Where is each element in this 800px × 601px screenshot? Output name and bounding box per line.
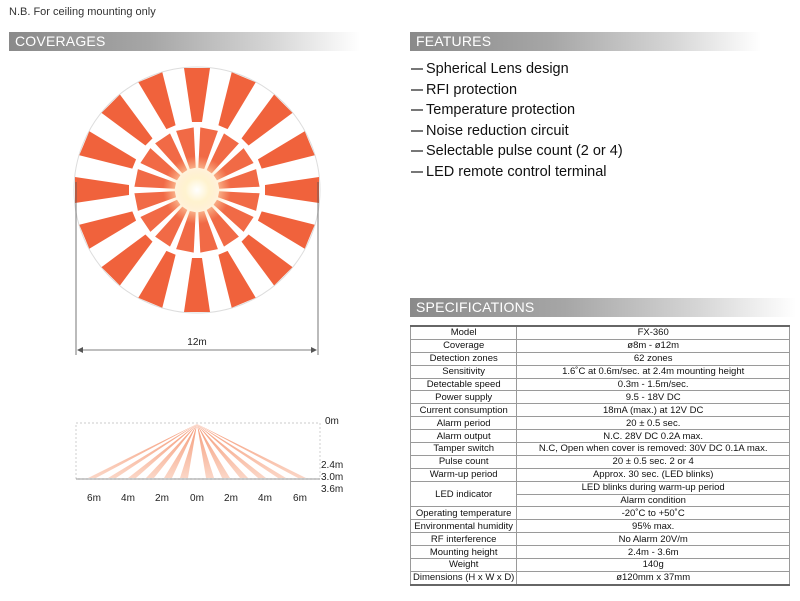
- table-row: LED indicator LED blinks during warm-up period: [411, 481, 790, 494]
- coverages-heading: COVERAGES: [9, 32, 360, 51]
- dash-icon: [411, 89, 423, 91]
- table-row: Detection zones 62 zones: [411, 352, 790, 365]
- detection-zone: [265, 177, 319, 203]
- table-row: Model FX-360: [411, 326, 790, 339]
- detection-zone: [258, 131, 315, 168]
- detection-zone: [79, 211, 136, 248]
- feature-item: Noise reduction circuit: [411, 121, 623, 142]
- table-row: Operating temperature -20˚C to +50˚C: [411, 507, 790, 520]
- specifications-heading: SPECIFICATIONS: [410, 298, 796, 317]
- feature-item: LED remote control terminal: [411, 162, 623, 183]
- dash-icon: [411, 109, 423, 111]
- detection-zone: [79, 131, 136, 168]
- table-row: Warm-up period Approx. 30 sec. (LED blinks): [411, 468, 790, 481]
- table-row: RF interference No Alarm 20V/m: [411, 533, 790, 546]
- feature-item: RFI protection: [411, 80, 623, 101]
- detection-zone: [218, 72, 255, 129]
- sensor-center: [163, 156, 231, 224]
- range-label-2m-right: 2m: [224, 493, 238, 504]
- features-heading: FEATURES: [410, 32, 761, 51]
- table-row: Sensitivity 1.6˚C at 0.6m/sec. at 2.4m mounting height: [411, 365, 790, 378]
- range-label-2m-left: 2m: [155, 493, 169, 504]
- dash-icon: [411, 130, 423, 132]
- table-row: Coverage ø8m - ø12m: [411, 339, 790, 352]
- dash-icon: [411, 68, 423, 70]
- ceiling-mounting-note: N.B. For ceiling mounting only: [9, 6, 156, 18]
- table-row: Detectable speed 0.3m - 1.5m/sec.: [411, 378, 790, 391]
- feature-item: Selectable pulse count (2 or 4): [411, 141, 623, 162]
- detection-zone: [184, 68, 210, 122]
- table-row: Tamper switch N.C, Open when cover is removed: 30V DC 0.1A max.: [411, 443, 790, 456]
- height-label-3-6m: 3.6m: [321, 484, 344, 495]
- detection-zone: [102, 235, 153, 286]
- height-label-2-4m: 2.4m: [321, 460, 344, 471]
- table-row: Alarm output N.C. 28V DC 0.2A max.: [411, 430, 790, 443]
- features-list: [411, 59, 623, 182]
- specifications-table: [410, 325, 790, 586]
- side-view-frame: [76, 423, 320, 479]
- arrow-left-icon: [77, 347, 83, 353]
- table-row: Environmental humidity 95% max.: [411, 520, 790, 533]
- arrow-right-icon: [311, 347, 317, 353]
- dash-icon: [411, 171, 423, 173]
- table-row: Power supply 9.5 - 18V DC: [411, 391, 790, 404]
- range-label-4m-left: 4m: [121, 493, 135, 504]
- table-row: Alarm condition: [411, 494, 790, 507]
- dash-icon: [411, 150, 423, 152]
- height-label-0m: 0m: [325, 416, 339, 427]
- range-label-6m-right: 6m: [293, 493, 307, 504]
- detection-zone: [75, 177, 129, 203]
- table-row: Mounting height 2.4m - 3.6m: [411, 546, 790, 559]
- range-label-4m-right: 4m: [258, 493, 272, 504]
- table-row: Current consumption 18mA (max.) at 12V DC: [411, 404, 790, 417]
- detection-zone: [138, 251, 175, 308]
- detection-zone: [258, 211, 315, 248]
- feature-item: Temperature protection: [411, 100, 623, 121]
- width-label: 12m: [187, 337, 207, 348]
- detection-zone: [138, 72, 175, 129]
- detection-zone: [102, 95, 153, 146]
- detection-zone: [184, 258, 210, 312]
- table-row: Alarm period 20 ± 0.5 sec.: [411, 417, 790, 430]
- detection-zone: [218, 251, 255, 308]
- table-row: Dimensions (H x W x D) ø120mm x 37mm: [411, 571, 790, 584]
- table-row: Weight 140g: [411, 559, 790, 572]
- table-row: Pulse count 20 ± 0.5 sec. 2 or 4: [411, 455, 790, 468]
- feature-item: Spherical Lens design: [411, 59, 623, 80]
- height-label-3-0m: 3.0m: [321, 472, 344, 483]
- range-label-6m-left: 6m: [87, 493, 101, 504]
- detection-zone: [242, 235, 293, 286]
- side-view-fan: [88, 424, 306, 478]
- range-label-0m: 0m: [190, 493, 204, 504]
- detection-zone: [242, 95, 293, 146]
